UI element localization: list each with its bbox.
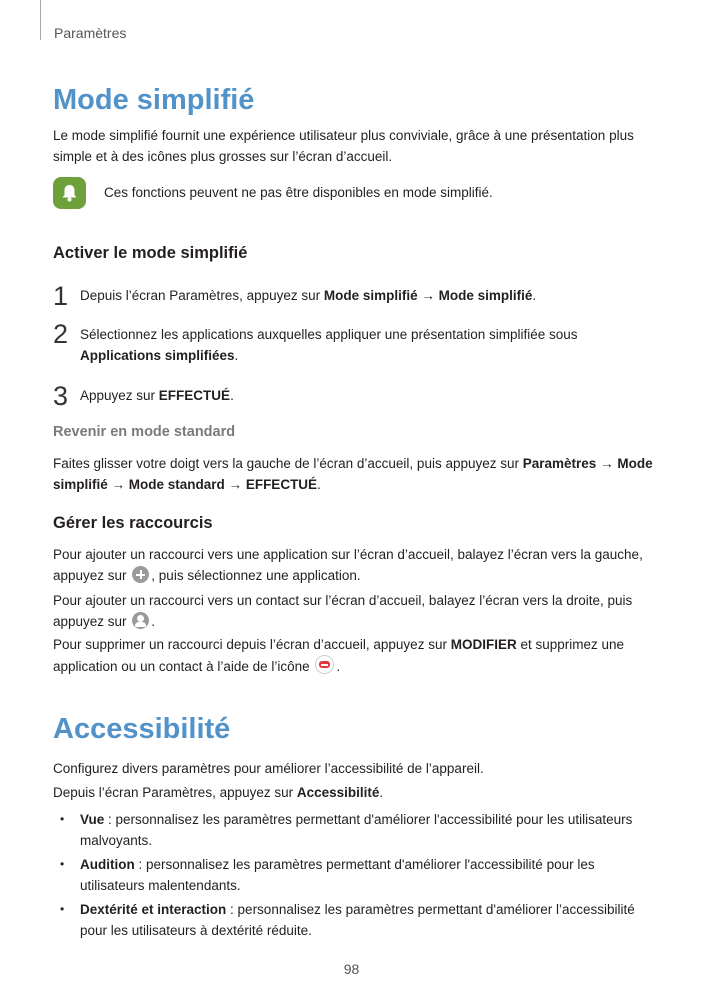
accessibility-intro: Configurez divers paramètres pour améliorer l’accessibilité de l’appareil. (53, 761, 484, 776)
running-header: Paramètres (54, 25, 127, 41)
step-number-3: 3 (53, 381, 69, 411)
simple-mode-intro: Le mode simplifié fournit une expérience utilisateur plus conviviale, grâce à une présentation plus simple et à des icônes plus grosses sur l’écran d’accueil. (53, 128, 634, 164)
step-number-2: 2 (53, 319, 69, 349)
step-1-text: Depuis l’écran Paramètres, appuyez sur Mode simplifié → Mode simplifié. (80, 288, 537, 303)
accessibility-path: Depuis l’écran Paramètres, appuyez sur Accessibilité. (53, 785, 384, 800)
bullet-hearing: Audition : personnalisez les paramètres permettant d'améliorer l'accessibilité pour les utilisateurs malentendants. (80, 857, 595, 893)
bell-icon (53, 177, 86, 209)
note-text: Ces fonctions peuvent ne pas être disponibles en mode simplifié. (104, 185, 493, 200)
contact-icon (132, 612, 149, 629)
revert-text: Faites glisser votre doigt vers la gauche de l’écran d’accueil, puis appuyez sur Paramètres → Mode simplifié → Mode standard → EFFECTUÉ. (53, 456, 653, 492)
remove-icon (315, 655, 334, 674)
shortcut-remove-text: Pour supprimer un raccourci depuis l’écran d’accueil, appuyez sur MODIFIER et supprimez une application ou un contact à l’aide de l’icône . (53, 637, 625, 674)
shortcut-app-text: Pour ajouter un raccourci vers une application sur l’écran d’accueil, balayez l’écran vers la gauche, appuyez sur , puis sélectionnez une application. (53, 547, 643, 583)
bullet-vision: Vue : personnalisez les paramètres permettant d'améliorer l'accessibilité pour les utilisateurs malvoyants. (80, 812, 633, 848)
step-number-1: 1 (53, 281, 69, 311)
step-3-text: Appuyez sur EFFECTUÉ. (80, 388, 234, 403)
section-title-accessibility: Accessibilité (53, 713, 231, 745)
page-number: 98 (343, 961, 360, 977)
bullet-marker: • (60, 902, 65, 916)
header-divider (40, 0, 41, 40)
shortcut-contact-text: Pour ajouter un raccourci vers un contact sur l’écran d’accueil, balayez l’écran vers la droite, puis appuyez sur . (53, 593, 633, 629)
heading-revert: Revenir en mode standard (53, 424, 236, 440)
heading-activate: Activer le mode simplifié (53, 244, 248, 262)
bullet-dexterity: Dextérité et interaction : personnalisez les paramètres permettant d'améliorer l’accessibilité pour les utilisateurs à dextérité réduite. (80, 902, 635, 938)
section-title-simple-mode: Mode simplifié (53, 84, 255, 116)
bullet-marker: • (60, 857, 65, 871)
bullet-marker: • (60, 812, 65, 826)
heading-shortcuts: Gérer les raccourcis (53, 514, 213, 532)
add-icon (132, 566, 149, 583)
step-2-text: Sélectionnez les applications auxquelles appliquer une présentation simplifiée sous Applications simplifiées. (80, 327, 578, 363)
